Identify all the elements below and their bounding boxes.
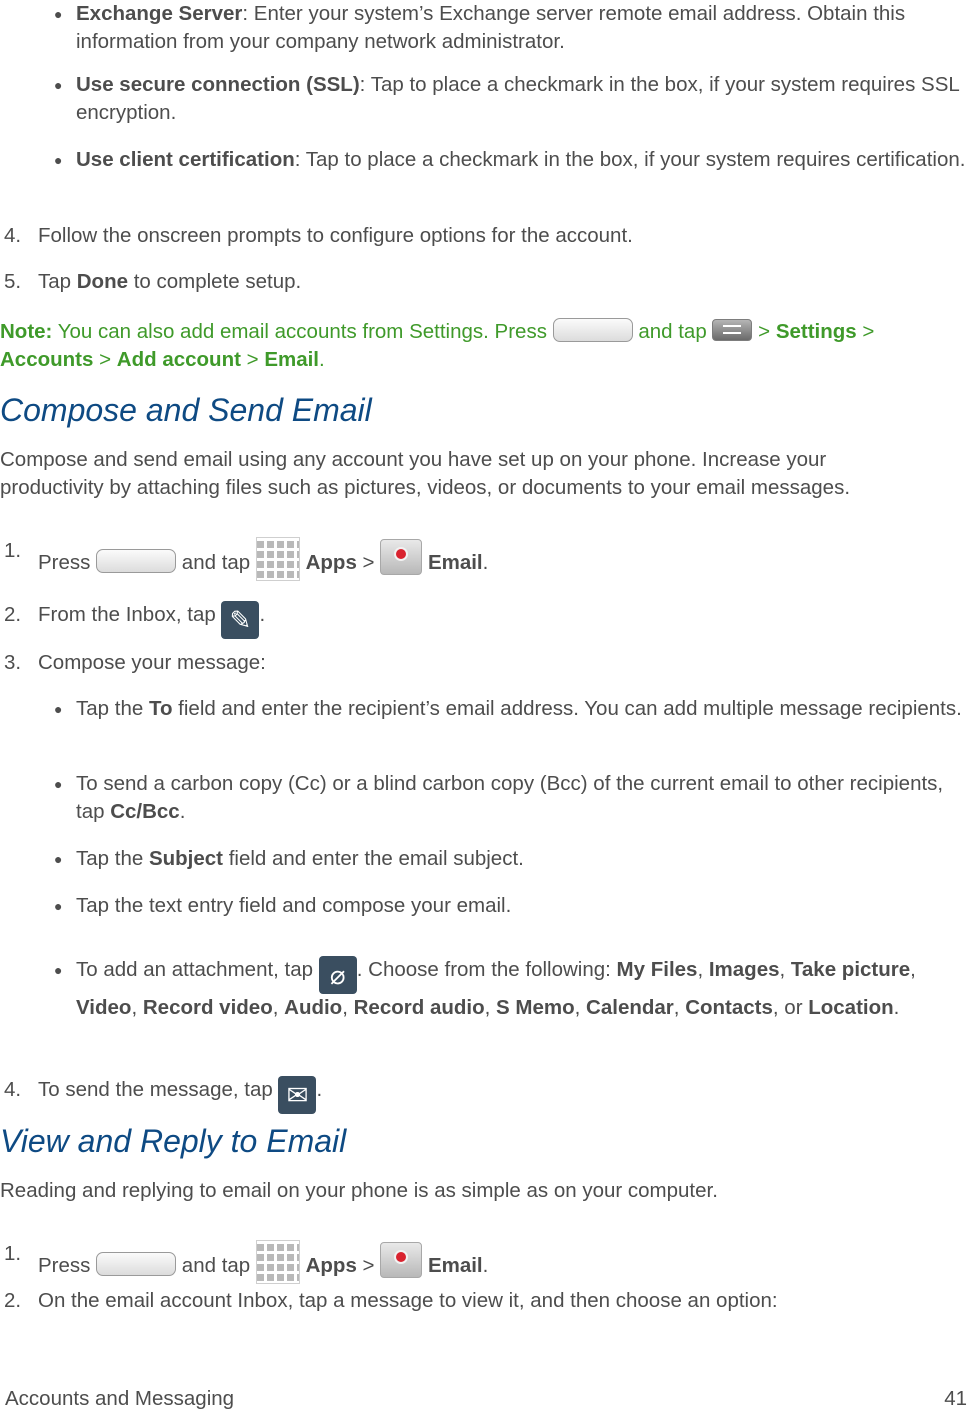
option-label: Calendar: [586, 996, 674, 1019]
section-heading: Compose and Send Email: [0, 392, 372, 428]
step-text: To send the message, tap: [38, 1078, 279, 1101]
footer-section: Accounts and Messaging: [5, 1387, 235, 1410]
separator: ,: [272, 996, 285, 1019]
separator: >: [93, 348, 117, 371]
step-text: and tap: [176, 1254, 256, 1277]
option-label: Audio: [284, 996, 343, 1019]
separator: >: [240, 348, 265, 371]
period: .: [316, 1078, 323, 1101]
step-item: [0, 222, 965, 250]
section-intro: Reading and replying to email on your phone is as simple as on your computer.: [0, 1179, 718, 1202]
step-number: 5.: [4, 270, 22, 293]
email-app-icon: [380, 539, 422, 575]
compose-icon: ✎: [221, 601, 259, 639]
term: Use secure connection (SSL): [76, 73, 360, 96]
option-label: Record video: [142, 996, 273, 1019]
section-heading: View and Reply to Email: [0, 1123, 347, 1159]
note-label: Note:: [0, 320, 53, 343]
list-item: [54, 71, 969, 127]
option-label: Location: [808, 996, 894, 1019]
bullet-dot: ●: [54, 152, 63, 168]
send-icon: ✉: [278, 1076, 316, 1114]
step-item: [0, 649, 965, 677]
bullet-dot: ●: [54, 6, 63, 22]
bullet-text: Tap the text entry field and compose your email.: [76, 894, 512, 917]
step-number: 1.: [4, 1242, 22, 1265]
step-text: Press: [38, 1254, 97, 1277]
bullet-dot: ●: [54, 701, 63, 717]
bullet-dot: ●: [54, 851, 63, 867]
home-button-icon: [96, 1252, 176, 1276]
list-item: [54, 956, 969, 1022]
note: [0, 318, 971, 374]
step-text: On the email account Inbox, tap a message to view it, and then choose an option:: [38, 1289, 778, 1312]
section-intro: Compose and send email using any account you have set up on your phone. Increase your productivity by attaching files such as pictures, videos, or documents to your email messages.: [0, 448, 851, 499]
email-label: Email: [427, 1254, 483, 1277]
home-button-icon: [96, 549, 176, 573]
step-item: [0, 1287, 965, 1315]
list-item: [54, 845, 969, 873]
separator: >: [752, 320, 776, 343]
apps-icon: [256, 1240, 300, 1284]
step-text: to complete setup.: [128, 270, 302, 293]
list-item: [54, 892, 969, 920]
bullet-dot: ●: [54, 776, 63, 792]
bullet-text: Tap the: [76, 847, 149, 870]
description: : Tap to place a checkmark in the box, if your system requires SSL encryption.: [76, 73, 960, 124]
period: .: [893, 996, 900, 1019]
email-label: Email: [427, 551, 483, 574]
period: .: [319, 348, 325, 371]
done-label: Done: [76, 270, 128, 293]
step-number: 2.: [4, 1289, 22, 1312]
step-text: Compose your message:: [38, 651, 266, 674]
settings-label: Settings: [775, 320, 857, 343]
step-number: 4.: [4, 224, 22, 247]
step-text: Tap: [38, 270, 77, 293]
period: .: [482, 551, 489, 574]
bullet-text: field and enter the recipient’s email address. You can add multiple message recipients.: [172, 697, 962, 720]
option-label: S Memo: [496, 996, 575, 1019]
note-text: and tap: [632, 320, 713, 343]
bullet-text: . Choose from the following:: [356, 958, 617, 981]
option-label: Images: [708, 958, 780, 981]
step-item: [0, 268, 965, 296]
step-item: [0, 601, 965, 639]
subject-label: Subject: [148, 847, 223, 870]
step-text: Follow the onscreen prompts to configure options for the account.: [38, 224, 633, 247]
separator: ,: [673, 996, 686, 1019]
list-item: [54, 770, 969, 826]
period: .: [179, 800, 186, 823]
separator: >: [356, 1254, 381, 1277]
to-label: To: [148, 697, 173, 720]
step-item: [0, 1076, 965, 1114]
description: : Enter your system’s Exchange server remote email address. Obtain this information from your company network administrator.: [76, 2, 906, 53]
email-label: Email: [264, 348, 320, 371]
list-item: [54, 0, 969, 56]
apps-label: Apps: [305, 551, 357, 574]
step-number: 2.: [4, 603, 22, 626]
option-label: Contacts: [685, 996, 773, 1019]
step-text: and tap: [176, 551, 256, 574]
email-app-icon: [380, 1242, 422, 1278]
apps-icon: [256, 537, 300, 581]
step-number: 3.: [4, 651, 22, 674]
description: : Tap to place a checkmark in the box, if your system requires certification.: [294, 148, 966, 171]
bullet-dot: ●: [54, 962, 63, 978]
separator: >: [856, 320, 875, 343]
menu-button-icon: [712, 319, 752, 341]
home-button-icon: [553, 318, 633, 342]
step-number: 1.: [4, 539, 22, 562]
separator: >: [356, 551, 381, 574]
separator: , or: [772, 996, 809, 1019]
step-number: 4.: [4, 1078, 22, 1101]
step-text: From the Inbox, tap: [38, 603, 222, 626]
bullet-text: To send a carbon copy (Cc) or a blind carbon copy (Bcc) of the current email to other recipients, tap: [76, 772, 944, 823]
separator: ,: [131, 996, 143, 1019]
list-item: [54, 695, 969, 723]
separator: ,: [910, 958, 916, 981]
separator: ,: [484, 996, 497, 1019]
bullet-dot: ●: [54, 898, 63, 914]
step-text: Press: [38, 551, 97, 574]
option-label: My Files: [616, 958, 698, 981]
step-item: [0, 1240, 965, 1284]
separator: ,: [342, 996, 354, 1019]
period: .: [482, 1254, 489, 1277]
add-account-label: Add account: [116, 348, 241, 371]
term: Use client certification: [76, 148, 295, 171]
option-label: Take picture: [790, 958, 911, 981]
cc-bcc-label: Cc/Bcc: [110, 800, 180, 823]
option-label: Video: [76, 996, 132, 1019]
period: .: [259, 603, 266, 626]
attach-icon: ⌀: [319, 956, 357, 994]
list-item: [54, 146, 969, 174]
apps-label: Apps: [305, 1254, 357, 1277]
separator: ,: [779, 958, 791, 981]
note-text: You can also add email accounts from Settings. Press: [52, 320, 553, 343]
separator: ,: [574, 996, 587, 1019]
bullet-text: field and enter the email subject.: [223, 847, 524, 870]
page-number: 41: [944, 1387, 967, 1410]
bullet-text: To add an attachment, tap: [76, 958, 319, 981]
bullet-dot: ●: [54, 77, 63, 93]
option-label: Record audio: [353, 996, 485, 1019]
separator: ,: [697, 958, 709, 981]
step-item: [0, 537, 965, 581]
bullet-text: Tap the: [76, 697, 149, 720]
accounts-label: Accounts: [0, 348, 94, 371]
term: Exchange Server: [76, 2, 243, 25]
